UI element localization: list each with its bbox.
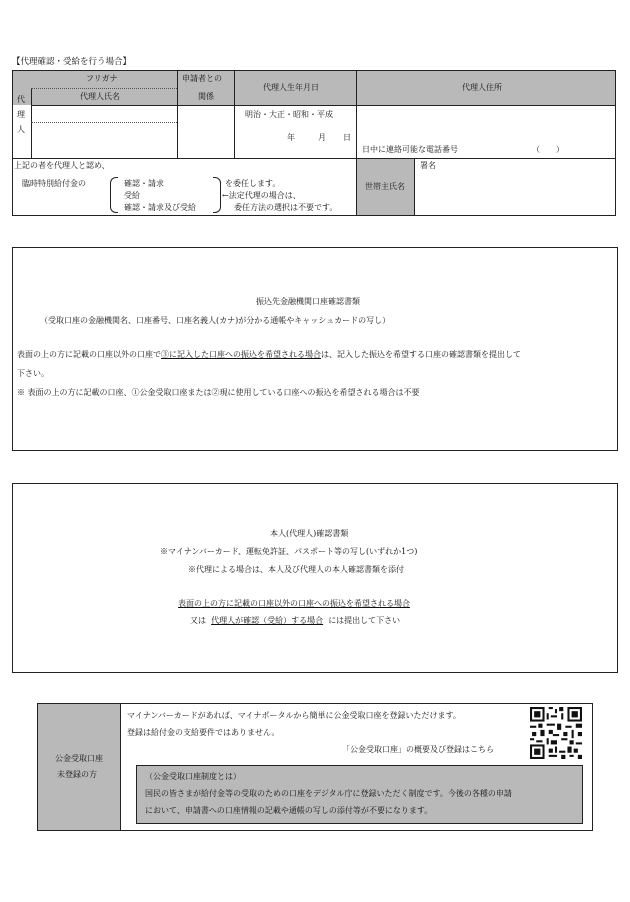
bank-box-line2: 下さい。 bbox=[17, 369, 49, 378]
agent-address-field[interactable] bbox=[357, 106, 615, 142]
bank-box-line3: ※ 表面の上の方に記載の口座、①公金受取口座または②現に使用している口座への振込を希望される場合は不要 bbox=[17, 388, 420, 397]
side-label-2: 理 bbox=[17, 110, 25, 119]
id-box-line4: 又は 代理人が確認（受給）する場合 には提出して下さい bbox=[190, 616, 401, 625]
agent-name-field[interactable] bbox=[32, 123, 177, 158]
id-document-box bbox=[12, 483, 618, 673]
phone-field[interactable]: （ ） bbox=[532, 145, 564, 154]
info-line2: において、申請書への口座情報の記載や通帳の写しの添付等が不要になります。 bbox=[145, 806, 433, 815]
address-header: 代理人住所 bbox=[462, 83, 502, 92]
day-label: 日 bbox=[343, 133, 351, 142]
bank-box-title: 振込先金融機関口座確認書類 bbox=[256, 297, 360, 306]
public-account-line1: マイナンバーカードがあれば、マイナポータルから簡単に公金受取口座を登録いただけます。 bbox=[127, 711, 461, 720]
public-account-link-text[interactable]: 「公金受取口座」の概要及び登録はこちら bbox=[342, 745, 494, 754]
agent-relation-field[interactable] bbox=[178, 106, 234, 158]
householder-label: 世帯主氏名 bbox=[365, 182, 405, 191]
option-confirm-request[interactable]: 確認・請求 bbox=[124, 179, 164, 188]
era-options[interactable]: 明治・大正・昭和・平成 bbox=[245, 110, 333, 119]
furigana-header: フリガナ bbox=[86, 74, 118, 83]
left-brace bbox=[110, 177, 118, 213]
delegate-line2: 臨時特別給付金の bbox=[22, 179, 86, 188]
agent-furigana-field[interactable] bbox=[32, 106, 177, 122]
relation-header-2: 関係 bbox=[198, 92, 214, 101]
info-title: （公金受取口座制度とは） bbox=[145, 772, 241, 781]
phone-label: 日中に連絡可能な電話番号 bbox=[362, 145, 458, 154]
signature-label: 署名 bbox=[420, 161, 436, 170]
public-account-label-2: 未登録の方 bbox=[57, 770, 97, 779]
bank-document-box bbox=[12, 247, 618, 451]
id-box-line2: ※代理による場合は、本人及び代理人の本人確認書類を添付 bbox=[188, 565, 404, 574]
delegate-suffix: を委任します。 bbox=[225, 179, 281, 188]
info-line1: 国民の皆さまが給付金等の受取のための口座をデジタル庁に登録いただく制度です。今後の各種の申請 bbox=[145, 789, 512, 798]
signature-field[interactable] bbox=[415, 172, 615, 215]
option-receive[interactable]: 受給 bbox=[124, 191, 140, 200]
id-box-line3: 表面の上の方に記載の口座以外の口座への振込を希望される場合 bbox=[178, 599, 410, 608]
delegate-line1: 上記の者を代理人と認め、 bbox=[14, 161, 110, 170]
qr-code-icon[interactable] bbox=[530, 707, 582, 759]
relation-header-1: 申請者との bbox=[182, 74, 222, 83]
month-label: 月 bbox=[318, 133, 326, 142]
year-label: 年 bbox=[287, 133, 295, 142]
id-box-title: 本人(代理人)確認書類 bbox=[270, 529, 349, 538]
public-account-label-bg bbox=[38, 704, 120, 830]
legal-note-2: 委任方法の選択は不要です。 bbox=[234, 203, 338, 212]
bank-box-subtitle: （受取口座の金融機関名、口座番号、口座名義人(カナ)が分かる通帳やキャッシュカードの写し） bbox=[40, 316, 391, 325]
side-label-3: 人 bbox=[17, 125, 25, 134]
agent-section-heading: 【代理確認・受給を行う場合】 bbox=[12, 57, 132, 67]
right-brace bbox=[213, 177, 221, 213]
birth-header: 代理人生年月日 bbox=[263, 83, 319, 92]
option-both[interactable]: 確認・請求及び受給 bbox=[124, 203, 196, 212]
public-account-line2: 登録は給付金の支給要件ではありません。 bbox=[127, 728, 280, 737]
legal-note-1: ←法定代理の場合は、 bbox=[222, 191, 301, 200]
id-box-line1: ※マイナンバーカード、運転免許証、パスポート等の写し(いずれか1つ) bbox=[160, 547, 418, 556]
name-header: 代理人氏名 bbox=[80, 92, 120, 101]
public-account-label-1: 公金受取口座 bbox=[55, 754, 103, 763]
side-label-1: 代 bbox=[17, 95, 25, 104]
bank-box-line1: 表面の上の方に記載の口座以外の口座で③に記入した口座への振込を希望される場合は、記入した振込を希望する口座の確認書類を提出して bbox=[17, 350, 521, 359]
